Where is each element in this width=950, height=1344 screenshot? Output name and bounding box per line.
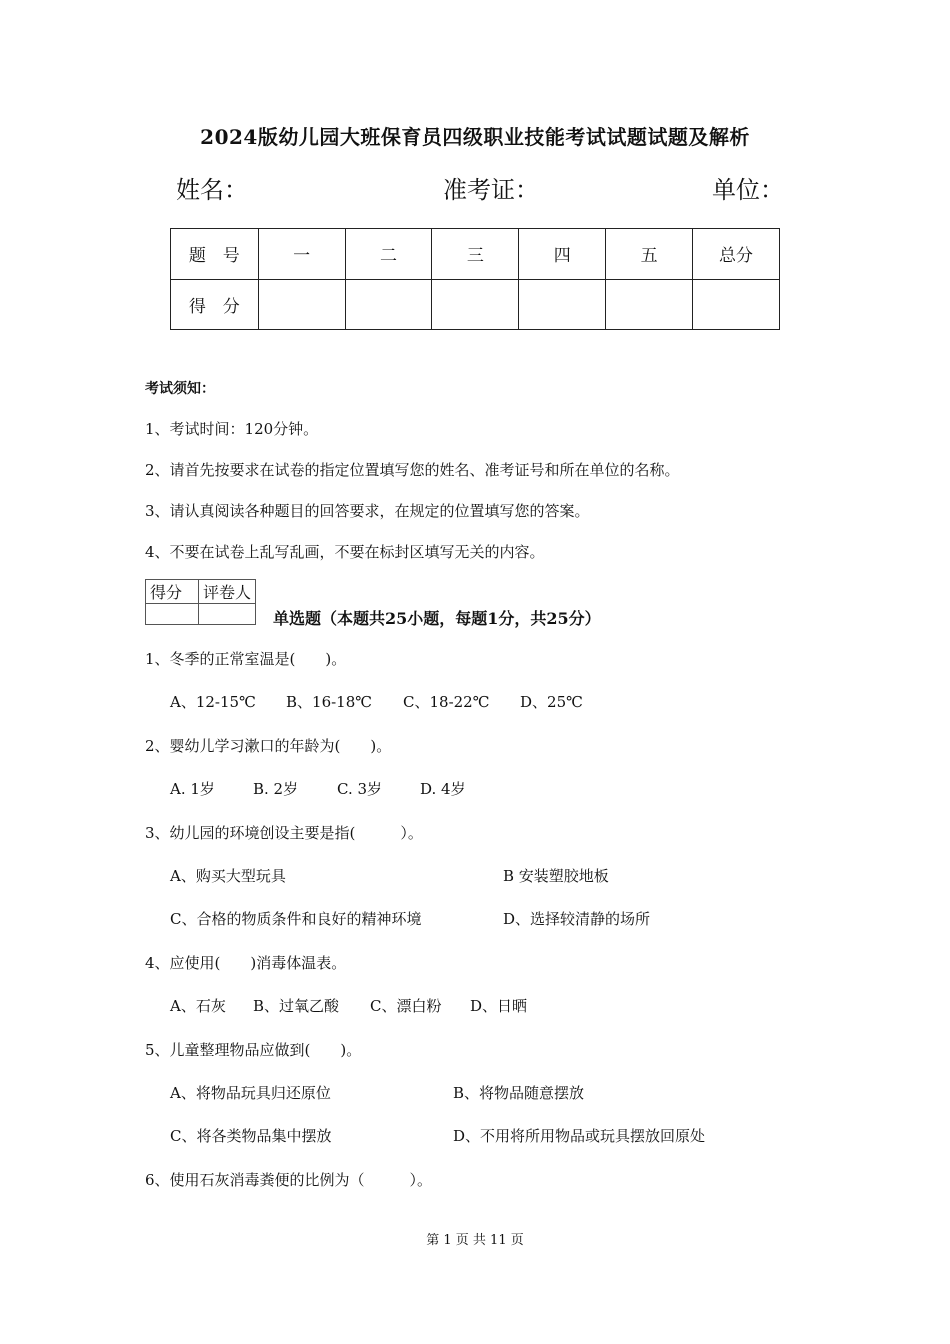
score-table-score-row xyxy=(171,279,780,330)
question-stem: 1、冬季的正常室温是( )。 xyxy=(145,650,347,668)
grader-reviewer-label: 评卷人 xyxy=(199,580,256,604)
question-stem: 2、婴幼儿学习漱口的年龄为( )。 xyxy=(145,737,392,755)
score-cell[interactable] xyxy=(693,279,780,330)
option: B 安装塑胶地板 xyxy=(503,867,609,885)
option: B、将物品随意摆放 xyxy=(453,1084,585,1102)
score-header-label: 题 号 xyxy=(171,229,259,280)
section-title: 单选题（本题共25小题，每题1分，共25分） xyxy=(273,609,601,628)
notice-item: 2、请首先按要求在试卷的指定位置填写您的姓名、准考证号和所在单位的名称。 xyxy=(145,461,680,479)
exam-number-label: 准考证： xyxy=(443,176,539,204)
unit-label: 单位： xyxy=(712,176,784,204)
score-header-3: 三 xyxy=(432,229,519,280)
notice-item: 1、考试时间：120分钟。 xyxy=(145,420,319,438)
score-table xyxy=(170,228,780,330)
grader-score-label: 得分 xyxy=(146,580,199,604)
question-stem: 5、儿童整理物品应做到( )。 xyxy=(145,1041,362,1059)
notice-item: 3、请认真阅读各种题目的回答要求，在规定的位置填写您的答案。 xyxy=(145,502,590,520)
score-header-2: 二 xyxy=(345,229,432,280)
score-header-1: 一 xyxy=(258,229,345,280)
score-table-header-row xyxy=(171,229,780,280)
option: C、合格的物质条件和良好的精神环境 xyxy=(170,910,422,928)
option: A、购买大型玩具 xyxy=(170,867,286,885)
notice-heading: 考试须知： xyxy=(145,381,215,397)
option: A、将物品玩具归还原位 xyxy=(170,1084,331,1102)
score-cell[interactable] xyxy=(519,279,606,330)
name-label: 姓名： xyxy=(176,176,248,204)
option: C、漂白粉 xyxy=(370,997,442,1015)
question-stem: 6、使用石灰消毒粪便的比例为（ ）。 xyxy=(145,1171,433,1189)
grader-reviewer-cell[interactable] xyxy=(199,604,256,625)
score-cell[interactable] xyxy=(345,279,432,330)
question-stem: 4、应使用( )消毒体温表。 xyxy=(145,954,347,972)
option: D、选择较清静的场所 xyxy=(503,910,651,928)
option: C、18-22℃ xyxy=(403,693,490,711)
option: B. 2岁 xyxy=(253,780,299,798)
score-header-total: 总分 xyxy=(693,229,780,280)
option: B、过氧乙酸 xyxy=(253,997,340,1015)
option: D. 4岁 xyxy=(420,780,466,798)
grader-box xyxy=(145,579,256,625)
page-footer: 第 1 页 共 11 页 xyxy=(426,1233,524,1248)
score-cell[interactable] xyxy=(606,279,693,330)
option: D、不用将所用物品或玩具摆放回原处 xyxy=(453,1127,706,1145)
option: D、日晒 xyxy=(470,997,528,1015)
option: A、12-15℃ xyxy=(170,693,256,711)
score-row-label: 得 分 xyxy=(171,279,259,330)
option: C. 3岁 xyxy=(337,780,383,798)
document-title: 2024版幼儿园大班保育员四级职业技能考试试题试题及解析 xyxy=(200,125,750,149)
question-stem: 3、幼儿园的环境创设主要是指( ）。 xyxy=(145,824,423,842)
grader-score-cell[interactable] xyxy=(146,604,199,625)
score-header-5: 五 xyxy=(606,229,693,280)
option: A、石灰 xyxy=(170,997,226,1015)
option: B、16-18℃ xyxy=(286,693,373,711)
score-cell[interactable] xyxy=(432,279,519,330)
notice-item: 4、不要在试卷上乱写乱画，不要在标封区填写无关的内容。 xyxy=(145,543,545,561)
score-cell[interactable] xyxy=(258,279,345,330)
option: D、25℃ xyxy=(520,693,583,711)
score-header-4: 四 xyxy=(519,229,606,280)
option: A. 1岁 xyxy=(170,780,215,798)
option: C、将各类物品集中摆放 xyxy=(170,1127,332,1145)
